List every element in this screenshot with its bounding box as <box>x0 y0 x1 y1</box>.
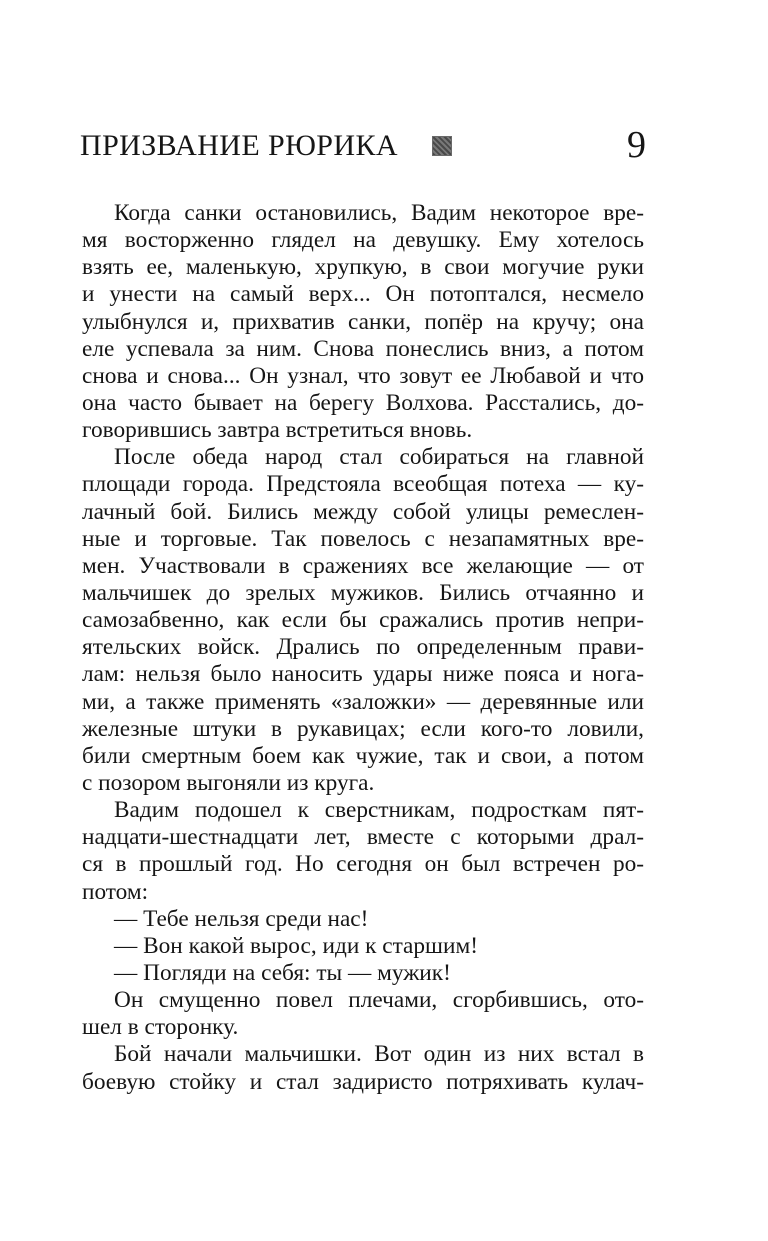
text-line: лачный бой. Бились между собой улицы ремеслен- <box>82 498 644 525</box>
text-line: ные и торговые. Так повелось с незапамятных вре- <box>82 525 644 552</box>
text-line: Он смущенно повел плечами, сгорбившись, ото- <box>114 987 644 1014</box>
text-line: она часто бывает на берегу Волхова. Расстались, до- <box>82 389 644 416</box>
text-line: мальчишек до зрелых мужиков. Бились отчаянно и <box>82 579 644 606</box>
text-line: шел в сторонку. <box>82 1014 239 1041</box>
text-line: били смертным боем как чужие, так и свои, а потом <box>82 742 644 769</box>
text-line: с позором выгоняли из круга. <box>82 769 375 796</box>
text-line: площади города. Предстояла всеобщая потеха — ку- <box>82 471 644 498</box>
text-line: улыбнулся и, прихватив санки, попёр на кручу; она <box>82 308 644 335</box>
body-text <box>82 200 644 1096</box>
text-line: ятельских войск. Дрались по определенным прави- <box>82 634 644 661</box>
text-line: лам: нельзя было наносить удары ниже пояса и нога- <box>82 661 644 688</box>
text-line: потом: <box>82 878 149 905</box>
text-line: самозабвенно, как если бы сражались против непри- <box>82 607 644 634</box>
text-line: мя восторженно глядел на девушку. Ему хотелось <box>82 227 644 254</box>
square-ornament-icon <box>432 136 452 156</box>
text-line: снова и снова... Он узнал, что зовут ее Любавой и что <box>82 362 644 389</box>
text-line: Вадим подошел к сверстникам, подросткам пят- <box>114 797 644 824</box>
text-line: Бой начали мальчишки. Вот один из них встал в <box>114 1041 644 1068</box>
text-line: После обеда народ стал собираться на главной <box>114 444 644 471</box>
text-line: мен. Участвовали в сражениях все желающие — от <box>82 552 644 579</box>
page-number: 9 <box>627 124 646 166</box>
text-line: взять ее, маленькую, хрупкую, в свои могучие руки <box>82 254 644 281</box>
text-line: надцати-шестнадцати лет, вместе с которыми драл- <box>82 824 644 851</box>
text-line: ми, а также применять «заложки» — деревянные или <box>82 688 644 715</box>
text-line: боевую стойку и стал задиристо потряхивать кулач- <box>82 1068 644 1095</box>
text-line: Когда санки остановились, Вадим некоторое вре- <box>114 200 644 226</box>
running-head <box>80 124 646 168</box>
text-line: железные штуки в рукавицах; если кого-то ловили, <box>82 715 644 742</box>
text-line: ся в прошлый год. Но сегодня он был встречен ро- <box>82 851 644 878</box>
text-line: и унести на самый верх... Он потоптался, несмело <box>82 281 644 308</box>
text-line: — Погляди на себя: ты — мужик! <box>114 959 451 986</box>
text-line: — Вон какой вырос, иди к старшим! <box>114 932 478 959</box>
text-line: говорившись завтра встретиться вновь. <box>82 417 473 444</box>
text-line: — Тебе нельзя среди нас! <box>114 905 369 932</box>
text-line: еле успевала за ним. Снова понеслись вниз, а потом <box>82 335 644 362</box>
book-title: ПРИЗВАНИЕ РЮРИКА <box>80 129 398 162</box>
